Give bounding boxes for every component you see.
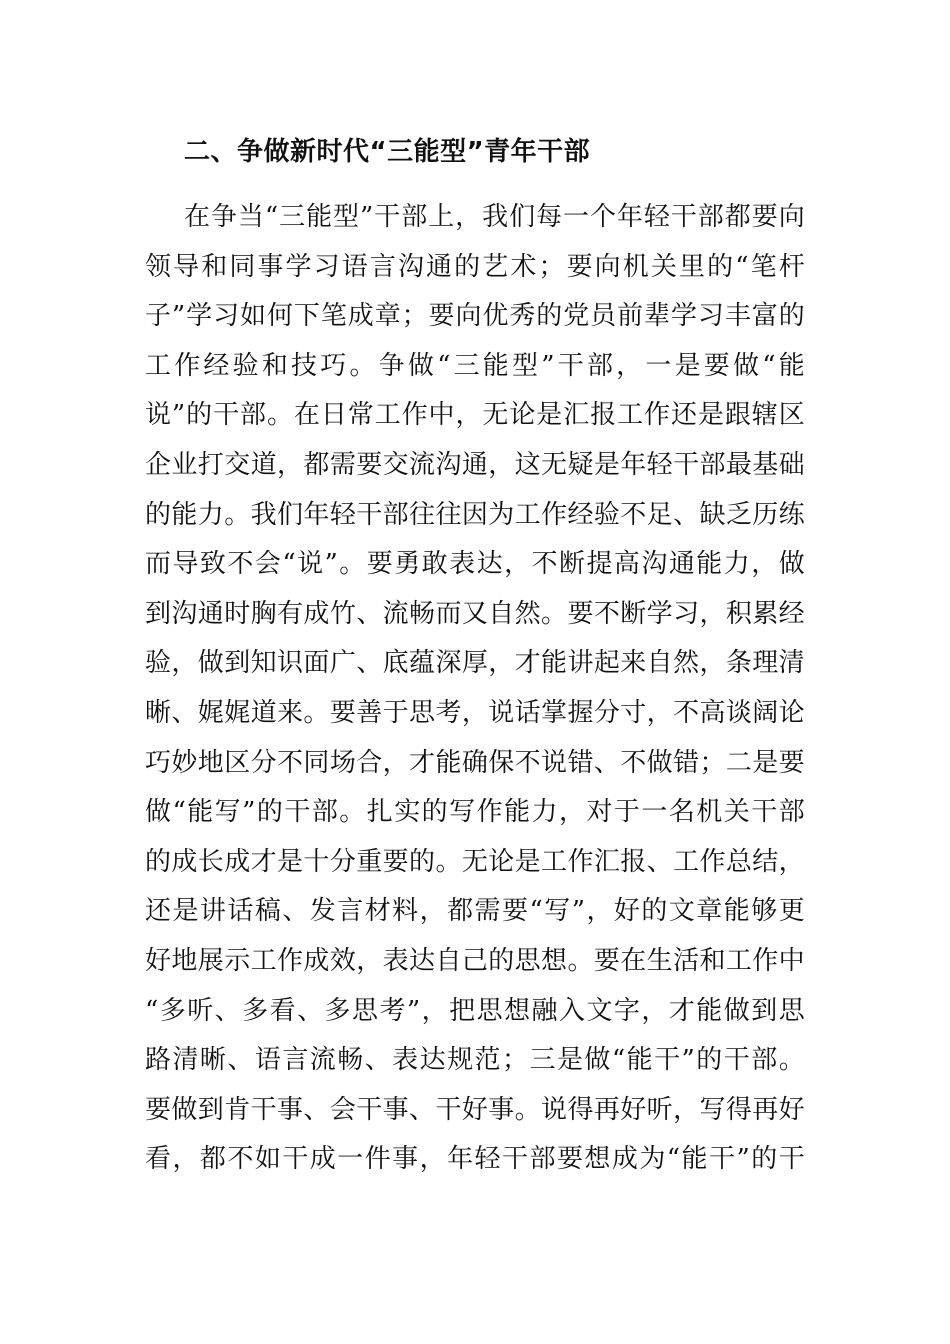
body-text xyxy=(145,193,805,1185)
text-line: 巧妙地区分不同场合，才能确保不说错、不做错；二是要 xyxy=(145,747,805,778)
text-line: 而导致不会“说”。要勇敢表达，不断提高沟通能力，做 xyxy=(145,549,805,580)
text-line: 看，都不如干成一件事，年轻干部要想成为“能干”的干 xyxy=(145,1144,805,1175)
text-line: 验，做到知识面广、底蕴深厚，才能讲起来自然，条理清 xyxy=(145,648,805,679)
section-heading: 二、争做新时代“三能型”青年干部 xyxy=(184,137,591,167)
text-line: 说”的干部。在日常工作中，无论是汇报工作还是跟辖区 xyxy=(145,400,805,431)
text-line: 的成长成才是十分重要的。无论是工作汇报、工作总结， xyxy=(145,846,805,877)
text-line: 还是讲话稿、发言材料，都需要“写”，好的文章能够更 xyxy=(145,896,805,927)
text-line: 领导和同事学习语言沟通的艺术；要向机关里的“笔杆 xyxy=(145,251,805,282)
text-line: 工作经验和技巧。争做“三能型”干部，一是要做“能 xyxy=(145,350,805,381)
text-line: 的能力。我们年轻干部往往因为工作经验不足、缺乏历练 xyxy=(145,499,805,530)
text-line: 子”学习如何下笔成章；要向优秀的党员前辈学习丰富的 xyxy=(145,301,805,332)
text-line: 晰、娓娓道来。要善于思考，说话掌握分寸，不高谈阔论 xyxy=(145,697,805,728)
text-line: 好地展示工作成效，表达自己的思想。要在生活和工作中 xyxy=(145,945,805,976)
text-line: “多听、多看、多思考”，把思想融入文字，才能做到思 xyxy=(145,995,805,1026)
text-line: 要做到肯干事、会干事、干好事。说得再好听，写得再好 xyxy=(145,1094,805,1125)
text-line: 到沟通时胸有成竹、流畅而又自然。要不断学习，积累经 xyxy=(145,598,805,629)
text-line: 在争当“三能型”干部上，我们每一个年轻干部都要向 xyxy=(184,202,805,232)
text-line: 做“能写”的干部。扎实的写作能力，对于一名机关干部 xyxy=(145,797,805,828)
text-line: 路清晰、语言流畅、表达规范；三是做“能干”的干部。 xyxy=(145,1045,805,1076)
text-line: 企业打交道，都需要交流沟通，这无疑是年轻干部最基础 xyxy=(145,449,805,480)
